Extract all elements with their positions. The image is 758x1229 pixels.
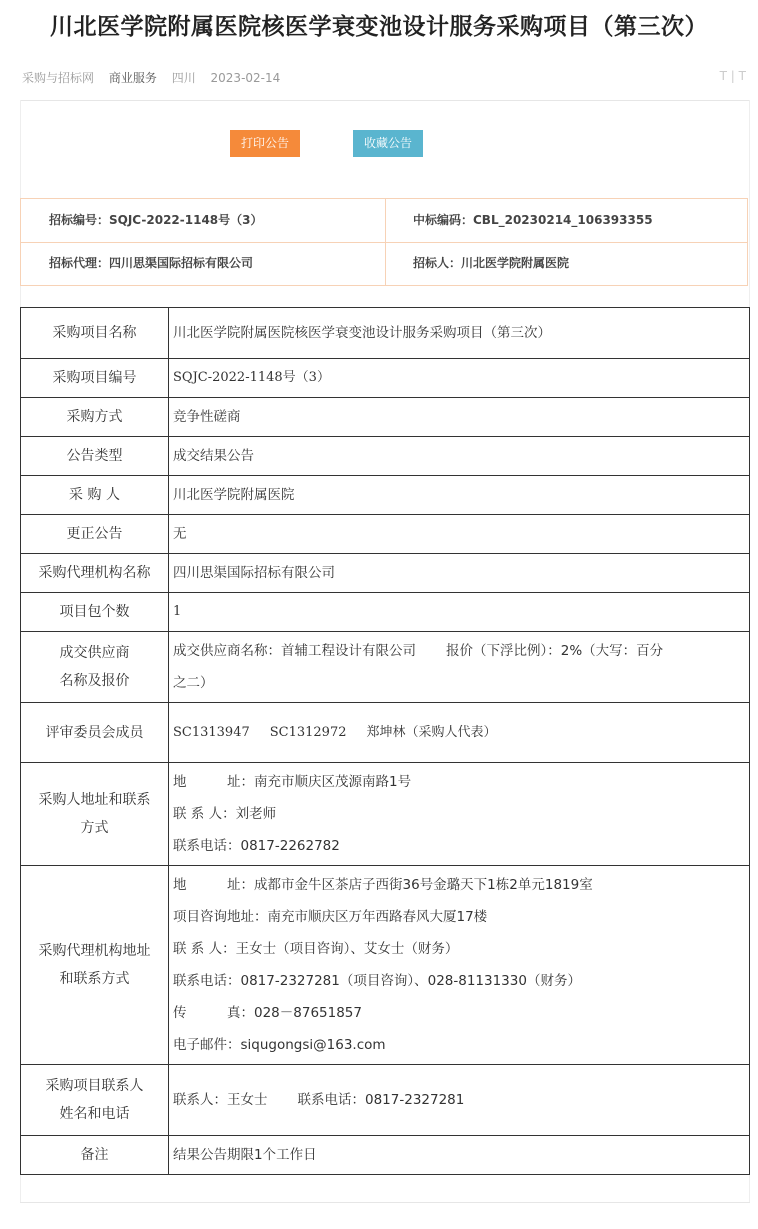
- contact-name: 联系人：王女士: [173, 1092, 268, 1108]
- row-value: [169, 703, 750, 763]
- row-key: 评审委员会成员: [21, 703, 169, 763]
- row-key-line: 方式: [80, 820, 109, 836]
- row-value: [169, 763, 750, 866]
- row-key-line: 姓名和电话: [59, 1106, 130, 1122]
- win-code: 中标编码：CBL_20230214_106393355: [413, 213, 653, 227]
- table-row: [21, 308, 750, 359]
- table-row: [21, 632, 750, 703]
- row-key-line: 成交供应商: [59, 645, 130, 661]
- row-key: 更正公告: [21, 515, 169, 554]
- row-value: 1: [169, 593, 750, 632]
- publish-date: 2023-02-14: [210, 71, 281, 85]
- member: SC1312972: [269, 724, 347, 740]
- row-key-line: 和联系方式: [59, 971, 130, 987]
- value-line: 地 址：南充市顺庆区茂源南路1号: [173, 774, 412, 790]
- row-key: 采购代理机构名称: [21, 554, 169, 593]
- print-button[interactable]: 打印公告: [230, 130, 300, 157]
- supplier-price-cont: 之二）: [173, 675, 214, 691]
- table-row: [21, 763, 750, 866]
- favorite-button[interactable]: 收藏公告: [353, 130, 423, 157]
- tenderer: 招标人：川北医学院附属医院: [413, 256, 570, 270]
- row-value: 竞争性磋商: [169, 398, 750, 437]
- value-line: 联系电话：0817-2262782: [173, 838, 340, 854]
- row-value: 川北医学院附属医院: [169, 476, 750, 515]
- table-row: [21, 437, 750, 476]
- row-value: 结果公告期限1个工作日: [169, 1136, 750, 1175]
- frame-bottom: [20, 1202, 750, 1203]
- table-row: [21, 866, 750, 1065]
- table-row: [21, 359, 750, 398]
- divider: [20, 100, 750, 101]
- category-link[interactable]: 商业服务: [108, 71, 157, 85]
- meta-bar: [22, 69, 291, 86]
- table-row: [21, 554, 750, 593]
- row-value: 成交结果公告: [169, 437, 750, 476]
- font-size-toggle[interactable]: T | T: [719, 69, 746, 83]
- region-link[interactable]: 四川: [171, 71, 196, 85]
- row-key: [21, 632, 169, 703]
- member: 郑坤林（采购人代表）: [366, 724, 497, 740]
- value-line: 联系电话：0817-2327281（项目咨询）、028-81131330（财务）: [173, 973, 581, 989]
- row-value: 川北医学院附属医院核医学衰变池设计服务采购项目（第三次）: [169, 308, 750, 359]
- member: SC1313947: [173, 724, 250, 740]
- value-line: 传 真：028－87651857: [173, 1005, 362, 1021]
- row-key: [21, 763, 169, 866]
- result-table: [20, 307, 750, 1175]
- row-key-line: 采购代理机构地址: [38, 943, 151, 959]
- table-row: [21, 398, 750, 437]
- info-box: [20, 198, 748, 286]
- contact-phone: 联系电话：0817-2327281: [297, 1092, 465, 1108]
- value-line: 地 址：成都市金牛区茶店子西街36号金璐天下1栋2单元1819室: [173, 877, 593, 893]
- value-line: 电子邮件：siqugongsi@163.com: [173, 1037, 386, 1053]
- row-key-line: 名称及报价: [59, 673, 130, 689]
- row-key: 采 购 人: [21, 476, 169, 515]
- row-value: [169, 632, 750, 703]
- table-row: [21, 1065, 750, 1136]
- row-key: 公告类型: [21, 437, 169, 476]
- row-key: 采购方式: [21, 398, 169, 437]
- row-value: [169, 866, 750, 1065]
- supplier-price: 报价（下浮比例）：2%（大写：百分: [446, 643, 664, 659]
- site-link[interactable]: 采购与招标网: [22, 71, 95, 85]
- table-row: [21, 703, 750, 763]
- row-value: [169, 1065, 750, 1136]
- table-row: [21, 515, 750, 554]
- supplier-name: 成交供应商名称：首辅工程设计有限公司: [173, 643, 416, 659]
- row-key: 采购项目编号: [21, 359, 169, 398]
- row-key-line: 采购人地址和联系: [38, 792, 151, 808]
- page-title: 川北医学院附属医院核医学衰变池设计服务采购项目（第三次）: [50, 14, 708, 40]
- row-value: 四川思渠国际招标有限公司: [169, 554, 750, 593]
- table-row: [21, 1136, 750, 1175]
- value-line: 项目咨询地址：南充市顺庆区万年西路春风大厦17楼: [173, 909, 488, 925]
- row-key: [21, 1065, 169, 1136]
- table-row: [21, 593, 750, 632]
- value-line: 联 系 人：刘老师: [173, 806, 277, 822]
- row-key: 项目包个数: [21, 593, 169, 632]
- value-line: 联 系 人：王女士（项目咨询）、艾女士（财务）: [173, 941, 459, 957]
- table-row: [21, 476, 750, 515]
- row-key: 备注: [21, 1136, 169, 1175]
- row-value: 无: [169, 515, 750, 554]
- row-key-line: 采购项目联系人: [45, 1078, 144, 1094]
- row-key: 采购项目名称: [21, 308, 169, 359]
- bid-number: 招标编号：SQJC-2022-1148号（3）: [49, 213, 263, 227]
- bid-agent: 招标代理：四川思渠国际招标有限公司: [49, 256, 254, 270]
- row-key: [21, 866, 169, 1065]
- row-value: SQJC-2022-1148号（3）: [169, 359, 750, 398]
